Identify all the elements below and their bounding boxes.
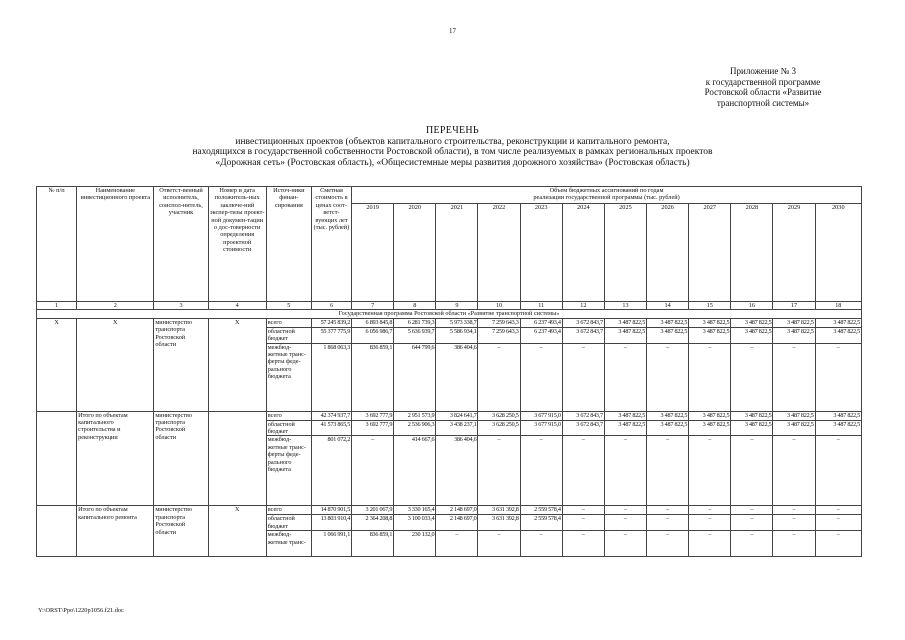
funding-source: областной бюджет <box>266 420 311 436</box>
column-number: 13 <box>604 302 646 310</box>
table-row <box>37 506 862 515</box>
appendix-line: к государственной программе <box>705 76 821 87</box>
budget-cell: 3 692 777,9 <box>352 411 394 420</box>
budget-cell: 2 148 697,0 <box>436 515 478 531</box>
title-line: инвестиционных проектов (объектов капитального строительства, реконструкции и капитального ремонта, <box>235 136 670 147</box>
budget-cell: – <box>647 436 689 506</box>
budget-cell: 3 487 822,5 <box>604 327 646 343</box>
expertise-ref <box>208 411 266 506</box>
funding-source: всего <box>266 506 311 515</box>
budget-cell: 3 487 822,5 <box>773 318 815 327</box>
table-row <box>37 411 862 420</box>
budget-cell: – <box>731 436 773 506</box>
header-year: 2026 <box>647 204 689 302</box>
budget-cell: 3 487 822,5 <box>689 420 731 436</box>
header-year: 2030 <box>815 204 861 302</box>
column-number: 10 <box>478 302 520 310</box>
funding-source: областной бюджет <box>266 327 311 343</box>
budget-cell: 6 056 986,7 <box>352 327 394 343</box>
budget-cell: – <box>604 506 646 515</box>
budget-cell: 3 824 641,7 <box>436 411 478 420</box>
budget-cell: 5 636 939,7 <box>394 327 436 343</box>
budget-cell: 3 487 822,5 <box>773 420 815 436</box>
budget-cell: 3 201 067,9 <box>352 506 394 515</box>
budget-cell: 3 487 822,5 <box>689 411 731 420</box>
funding-source: межбюд-жетные транс- <box>266 531 311 557</box>
budget-cell: – <box>352 436 394 506</box>
funding-source: всего <box>266 318 311 327</box>
responsible-party: министерство транспорта Ростовской области <box>154 318 208 411</box>
budget-cell: 5 973 338,7 <box>436 318 478 327</box>
header-year: 2025 <box>604 204 646 302</box>
header-year: 2027 <box>689 204 731 302</box>
budget-cell: – <box>773 506 815 515</box>
budget-cell: – <box>815 531 861 557</box>
budget-cell: 6 237 493,4 <box>520 318 562 327</box>
budget-cell: 3 487 822,5 <box>604 318 646 327</box>
budget-cell: – <box>773 436 815 506</box>
program-row <box>37 310 862 318</box>
budget-cell: 3 631 392,8 <box>478 515 520 531</box>
header-row <box>37 187 862 204</box>
investment-projects-table <box>36 186 862 557</box>
budget-cell: – <box>731 343 773 411</box>
estimate-cell: 801 072,2 <box>311 436 351 506</box>
column-number: 12 <box>562 302 604 310</box>
budget-cell: 2 536 906,3 <box>394 420 436 436</box>
column-number: 14 <box>647 302 689 310</box>
header-source: Источ-ники финан-сирования <box>266 187 311 302</box>
budget-cell: 414 667,6 <box>394 436 436 506</box>
budget-cell: 3 487 822,5 <box>689 318 731 327</box>
budget-cell: 3 487 822,5 <box>731 411 773 420</box>
budget-cell: – <box>689 343 731 411</box>
budget-cell: 6 237 493,4 <box>520 327 562 343</box>
estimate-cell: 13 803 910,4 <box>311 515 351 531</box>
budget-cell: 836 859,1 <box>352 531 394 557</box>
budget-cell: 3 487 822,5 <box>815 318 861 327</box>
budget-cell: 7 259 643,3 <box>478 327 520 343</box>
budget-cell: – <box>436 531 478 557</box>
budget-cell: 3 487 822,5 <box>689 327 731 343</box>
header-year: 2028 <box>731 204 773 302</box>
title-line: находящихся в государственной собственности Ростовской области), в том числе реализуемых в рамках региональных проектов <box>192 147 713 157</box>
budget-cell: – <box>773 531 815 557</box>
budget-cell: – <box>815 506 861 515</box>
appendix-line: Приложение № 3 <box>730 66 796 76</box>
appendix-line: Ростовской области «Развитие <box>704 87 822 97</box>
budget-cell: 3 438 237,1 <box>436 420 478 436</box>
header-year: 2022 <box>478 204 520 302</box>
budget-cell: 3 487 822,5 <box>604 411 646 420</box>
funding-source: областной бюджет <box>266 515 311 531</box>
budget-cell: – <box>647 515 689 531</box>
title-heading: ПЕРЕЧЕНЬ <box>426 125 479 136</box>
group-num <box>37 411 77 506</box>
funding-source: всего <box>266 411 311 420</box>
responsible-party: министерство транспорта Ростовской области <box>154 506 208 557</box>
estimate-cell: 42 374 937,7 <box>311 411 351 420</box>
budget-cell: 3 487 822,5 <box>731 420 773 436</box>
budget-cell: 3 628 250,5 <box>478 411 520 420</box>
budget-cell: – <box>815 343 861 411</box>
budget-cell: 3 487 822,5 <box>815 411 861 420</box>
budget-cell: – <box>478 343 520 411</box>
estimate-cell: 57 245 839,2 <box>311 318 351 327</box>
project-name: Итого по объектам капитального строительства и реконструкции <box>77 411 154 506</box>
budget-cell: – <box>562 343 604 411</box>
group-num <box>37 506 77 557</box>
budget-cell: 7 259 643,3 <box>478 318 520 327</box>
column-number: 17 <box>773 302 815 310</box>
budget-cell: – <box>478 531 520 557</box>
budget-cell: 3 672 843,7 <box>562 411 604 420</box>
budget-cell: – <box>731 506 773 515</box>
project-name: Х <box>77 318 154 411</box>
budget-cell: 3 677 915,0 <box>520 411 562 420</box>
title-line: «Дорожная сеть» (Ростовская область), «Общесистемные меры развития дорожного хозяйства» (Ростовская область) <box>215 157 690 168</box>
page-number: 17 <box>449 27 456 35</box>
project-name: Итого по объектам капитального ремонта <box>77 506 154 557</box>
budget-cell: 386 404,6 <box>436 436 478 506</box>
budget-cell: – <box>562 531 604 557</box>
budget-cell: 3 487 822,5 <box>815 420 861 436</box>
budget-cell: – <box>647 531 689 557</box>
budget-cell: – <box>773 343 815 411</box>
header-budget-line: реализации государственной программы (тыс. рублей) <box>533 194 680 202</box>
appendix-caption <box>683 66 843 108</box>
column-number: 18 <box>815 302 861 310</box>
program-title: Государственная программа Ростовской области «Развитие транспортной системы» <box>37 310 862 318</box>
estimate-cell: 41 573 865,5 <box>311 420 351 436</box>
column-number: 5 <box>266 302 311 310</box>
budget-cell: – <box>815 436 861 506</box>
budget-cell: – <box>520 531 562 557</box>
header-responsible: Ответст-венный исполнитель, соиспол-нитель, участник <box>154 187 208 302</box>
budget-cell: 3 628 250,5 <box>478 420 520 436</box>
budget-cell: 6 893 845,8 <box>352 318 394 327</box>
budget-cell: – <box>604 343 646 411</box>
budget-cell: – <box>604 515 646 531</box>
column-number: 9 <box>436 302 478 310</box>
budget-cell: 3 487 822,5 <box>773 411 815 420</box>
estimate-cell: 55 377 775,9 <box>311 327 351 343</box>
budget-cell: 3 631 392,8 <box>478 506 520 515</box>
header-year: 2020 <box>394 204 436 302</box>
budget-cell: 3 487 822,5 <box>647 318 689 327</box>
column-number: 15 <box>689 302 731 310</box>
budget-cell: – <box>647 506 689 515</box>
column-number: 11 <box>520 302 562 310</box>
budget-cell: – <box>562 436 604 506</box>
estimate-cell: 1 066 991,1 <box>311 531 351 557</box>
budget-cell: 3 100 033,4 <box>394 515 436 531</box>
budget-cell: – <box>689 531 731 557</box>
budget-cell: – <box>562 506 604 515</box>
budget-cell: – <box>731 515 773 531</box>
budget-cell: 2 148 697,0 <box>436 506 478 515</box>
budget-cell: 3 487 822,5 <box>731 327 773 343</box>
budget-cell: – <box>520 436 562 506</box>
header-estimate: Сметная стоимость в ценах соот-ветст-вующих лет (тыс. рублей) <box>311 187 351 302</box>
budget-cell: 3 487 822,5 <box>731 318 773 327</box>
budget-cell: 3 672 843,7 <box>562 318 604 327</box>
budget-cell: 3 672 843,7 <box>562 327 604 343</box>
header-year: 2023 <box>520 204 562 302</box>
header-budget <box>352 187 862 204</box>
budget-cell: 3 677 915,0 <box>520 420 562 436</box>
header-expertise: Номер и дата положитель-ных заключе-ний экспер-тизы проект-ной докумен-тации о дос-товерности определения проектной стоимости <box>208 187 266 302</box>
budget-cell: 6 281 739,3 <box>394 318 436 327</box>
budget-cell: 3 487 822,5 <box>815 327 861 343</box>
budget-cell: 644 799,6 <box>394 343 436 411</box>
budget-cell: 230 132,0 <box>394 531 436 557</box>
budget-cell: – <box>647 343 689 411</box>
column-number: 16 <box>731 302 773 310</box>
budget-cell: – <box>562 515 604 531</box>
header-name: Наименование инвестиционного проекта <box>77 187 154 302</box>
estimate-cell: 14 870 901,5 <box>311 506 351 515</box>
column-numbers-row <box>37 302 862 310</box>
table-row <box>37 318 862 327</box>
expertise-ref: Х <box>208 318 266 411</box>
budget-cell: 2 951 573,9 <box>394 411 436 420</box>
header-year: 2029 <box>773 204 815 302</box>
header-num: № п/п <box>37 187 77 302</box>
column-number: 8 <box>394 302 436 310</box>
funding-source: межбюд-жетные транс-ферты феде-рального бюджета <box>266 343 311 411</box>
estimate-cell: 1 868 063,3 <box>311 343 351 411</box>
column-number: 4 <box>208 302 266 310</box>
column-number: 2 <box>77 302 154 310</box>
column-number: 3 <box>154 302 208 310</box>
column-number: 1 <box>37 302 77 310</box>
header-year: 2019 <box>352 204 394 302</box>
budget-cell: 2 364 208,8 <box>352 515 394 531</box>
header-budget-line: Объем бюджетных ассигнований по годам <box>549 187 664 194</box>
budget-cell: 3 487 822,5 <box>604 420 646 436</box>
group-num: Х <box>37 318 77 411</box>
budget-cell: 836 859,1 <box>352 343 394 411</box>
budget-cell: 2 559 578,4 <box>520 515 562 531</box>
budget-cell: 3 692 777,9 <box>352 420 394 436</box>
funding-source: межбюд-жетные транс-ферты феде-рального бюджета <box>266 436 311 506</box>
budget-cell: – <box>604 436 646 506</box>
budget-cell: 5 586 934,1 <box>436 327 478 343</box>
column-number: 6 <box>311 302 351 310</box>
budget-cell: – <box>689 436 731 506</box>
budget-cell: – <box>815 515 861 531</box>
header-year: 2024 <box>562 204 604 302</box>
budget-cell: – <box>604 531 646 557</box>
budget-cell: – <box>689 506 731 515</box>
appendix-line: транспортной системы» <box>716 97 810 108</box>
file-path-footer: Y:\ORST\Ppo\1220p1056.f21.doc <box>38 607 124 614</box>
budget-cell: 3 330 165,4 <box>394 506 436 515</box>
budget-cell: 3 487 822,5 <box>647 411 689 420</box>
budget-cell: 3 487 822,5 <box>773 327 815 343</box>
column-number: 7 <box>352 302 394 310</box>
budget-cell: – <box>731 531 773 557</box>
budget-cell: – <box>478 436 520 506</box>
budget-cell: 3 672 843,7 <box>562 420 604 436</box>
budget-cell: 3 487 822,5 <box>647 420 689 436</box>
header-year: 2021 <box>436 204 478 302</box>
budget-cell: – <box>773 515 815 531</box>
budget-cell: 2 559 578,4 <box>520 506 562 515</box>
budget-cell: – <box>689 515 731 531</box>
budget-cell: 386 404,6 <box>436 343 478 411</box>
responsible-party: министерство транспорта Ростовской области <box>154 411 208 506</box>
budget-cell: – <box>520 343 562 411</box>
budget-cell: 3 487 822,5 <box>647 327 689 343</box>
expertise-ref: Х <box>208 506 266 557</box>
document-title <box>0 126 905 168</box>
